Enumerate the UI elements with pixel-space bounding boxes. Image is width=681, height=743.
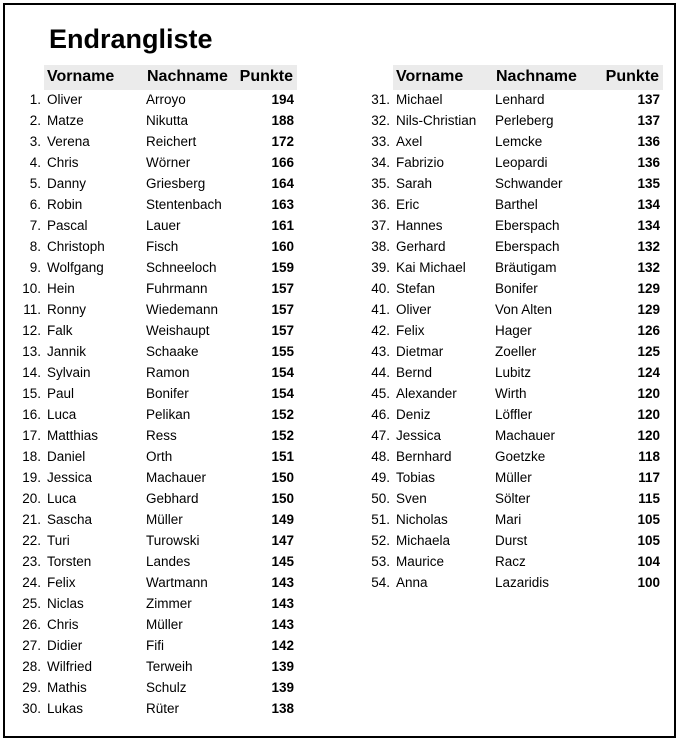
last-name-cell: Ramon (146, 365, 190, 380)
header-last-name: Nachname (496, 68, 577, 85)
table-header (44, 65, 297, 90)
rank-cell: 13. (22, 344, 41, 359)
points-cell: 125 (637, 344, 660, 359)
points-cell: 154 (271, 365, 294, 380)
rank-cell: 17. (22, 428, 41, 443)
points-cell: 124 (637, 365, 660, 380)
points-cell: 157 (271, 281, 294, 296)
rank-cell: 21. (22, 512, 41, 527)
first-name-cell: Niclas (47, 596, 84, 611)
rank-cell: 23. (22, 554, 41, 569)
rank-cell: 45. (371, 386, 390, 401)
points-cell: 142 (271, 638, 294, 653)
last-name-cell: Pelikan (146, 407, 191, 422)
points-cell: 143 (271, 596, 294, 611)
points-cell: 143 (271, 575, 294, 590)
last-name-cell: Bonifer (146, 386, 189, 401)
first-name-cell: Hein (47, 281, 75, 296)
rank-cell: 2. (29, 113, 41, 128)
rank-cell: 40. (371, 281, 390, 296)
last-name-cell: Bonifer (495, 281, 538, 296)
rank-cell: 37. (371, 218, 390, 233)
points-cell: 134 (637, 218, 660, 233)
points-cell: 126 (637, 323, 660, 338)
first-name-cell: Stefan (396, 281, 436, 296)
first-name-cell: Deniz (396, 407, 431, 422)
rank-cell: 25. (22, 596, 41, 611)
rank-cell: 8. (29, 239, 41, 254)
rank-cell: 20. (22, 491, 41, 506)
rank-cell: 11. (23, 302, 41, 317)
first-name-cell: Dietmar (396, 344, 444, 359)
points-cell: 138 (271, 701, 294, 716)
header-last-name: Nachname (147, 68, 228, 85)
last-name-cell: Goetzke (495, 449, 546, 464)
header-points: Punkte (605, 68, 659, 85)
rank-cell: 34. (371, 155, 390, 170)
rank-cell: 35. (371, 176, 390, 191)
last-name-cell: Lenhard (495, 92, 545, 107)
rank-cell: 19. (22, 470, 41, 485)
points-cell: 129 (637, 281, 660, 296)
points-cell: 136 (637, 134, 660, 149)
points-cell: 150 (271, 470, 294, 485)
points-cell: 132 (637, 239, 660, 254)
points-cell: 115 (638, 491, 660, 506)
first-name-cell: Eric (396, 197, 420, 212)
rank-cell: 9. (29, 260, 41, 275)
last-name-cell: Nikutta (146, 113, 189, 128)
rank-cell: 22. (22, 533, 41, 548)
first-name-cell: Mathis (47, 680, 87, 695)
last-name-cell: Orth (146, 449, 173, 464)
first-name-cell: Turi (47, 533, 70, 548)
first-name-cell: Pascal (47, 218, 88, 233)
points-cell: 143 (271, 617, 294, 632)
points-cell: 150 (271, 491, 294, 506)
first-name-cell: Hannes (396, 218, 443, 233)
first-name-cell: Oliver (396, 302, 432, 317)
first-name-cell: Axel (396, 134, 423, 149)
points-cell: 157 (271, 302, 294, 317)
first-name-cell: Tobias (396, 470, 436, 485)
first-name-cell: Nicholas (396, 512, 448, 527)
rank-cell: 18. (22, 449, 41, 464)
first-name-cell: Maurice (396, 554, 445, 569)
first-name-cell: Luca (47, 491, 77, 506)
last-name-cell: Barthel (495, 197, 538, 212)
last-name-cell: Sölter (495, 491, 531, 506)
rank-cell: 38. (371, 239, 390, 254)
points-cell: 137 (637, 92, 660, 107)
last-name-cell: Wirth (495, 386, 527, 401)
points-cell: 166 (271, 155, 294, 170)
rank-cell: 24. (22, 575, 41, 590)
last-name-cell: Griesberg (146, 176, 206, 191)
first-name-cell: Didier (47, 638, 83, 653)
points-cell: 120 (637, 407, 660, 422)
points-cell: 157 (271, 323, 294, 338)
rank-cell: 32. (371, 113, 390, 128)
rank-cell: 5. (29, 176, 41, 191)
last-name-cell: Landes (146, 554, 191, 569)
points-cell: 104 (637, 554, 660, 569)
first-name-cell: Felix (396, 323, 425, 338)
points-cell: 194 (271, 92, 294, 107)
table-header (393, 65, 663, 90)
last-name-cell: Gebhard (146, 491, 199, 506)
points-cell: 161 (271, 218, 294, 233)
last-name-cell: Müller (146, 617, 183, 632)
points-cell: 139 (271, 680, 294, 695)
last-name-cell: Turowski (146, 533, 200, 548)
first-name-cell: Alexander (396, 386, 457, 401)
first-name-cell: Wolfgang (47, 260, 104, 275)
first-name-cell: Matze (47, 113, 84, 128)
last-name-cell: Durst (495, 533, 528, 548)
points-cell: 117 (638, 470, 660, 485)
first-name-cell: Wilfried (47, 659, 93, 674)
points-cell: 152 (271, 407, 294, 422)
page-title: Endrangliste (49, 24, 213, 54)
last-name-cell: Eberspach (495, 239, 560, 254)
last-name-cell: Terweih (146, 659, 193, 674)
first-name-cell: Fabrizio (396, 155, 445, 170)
first-name-cell: Sylvain (47, 365, 91, 380)
first-name-cell: Felix (47, 575, 76, 590)
rank-cell: 43. (371, 344, 390, 359)
points-cell: 172 (271, 134, 294, 149)
rank-cell: 44. (371, 365, 390, 380)
last-name-cell: Schwander (495, 176, 563, 191)
first-name-cell: Sarah (396, 176, 433, 191)
first-name-cell: Robin (47, 197, 83, 212)
last-name-cell: Müller (146, 512, 183, 527)
first-name-cell: Jannik (47, 344, 87, 359)
first-name-cell: Gerhard (396, 239, 446, 254)
first-name-cell: Jessica (396, 428, 442, 443)
last-name-cell: Perleberg (495, 113, 554, 128)
rank-cell: 50. (371, 491, 390, 506)
points-cell: 147 (271, 533, 294, 548)
first-name-cell: Verena (47, 134, 90, 149)
rank-cell: 28. (22, 659, 41, 674)
first-name-cell: Danny (47, 176, 87, 191)
first-name-cell: Daniel (47, 449, 86, 464)
last-name-cell: Lauer (146, 218, 181, 233)
points-cell: 145 (271, 554, 294, 569)
last-name-cell: Schaake (146, 344, 199, 359)
points-cell: 159 (271, 260, 294, 275)
first-name-cell: Michael (396, 92, 443, 107)
points-cell: 129 (637, 302, 660, 317)
rank-cell: 6. (29, 197, 41, 212)
points-cell: 154 (271, 386, 294, 401)
last-name-cell: Zoeller (495, 344, 537, 359)
rank-cell: 7. (29, 218, 41, 233)
points-cell: 188 (271, 113, 294, 128)
rank-cell: 10. (22, 281, 41, 296)
last-name-cell: Eberspach (495, 218, 560, 233)
points-cell: 139 (271, 659, 294, 674)
first-name-cell: Nils-Christian (396, 113, 477, 128)
last-name-cell: Machauer (146, 470, 207, 485)
first-name-cell: Bernd (396, 365, 433, 380)
first-name-cell: Oliver (47, 92, 83, 107)
points-cell: 163 (271, 197, 294, 212)
rank-cell: 4. (29, 155, 41, 170)
last-name-cell: Löffler (495, 407, 533, 422)
rank-cell: 14. (22, 365, 41, 380)
last-name-cell: Hager (495, 323, 532, 338)
last-name-cell: Lubitz (495, 365, 532, 380)
last-name-cell: Bräutigam (495, 260, 557, 275)
points-cell: 135 (637, 176, 660, 191)
points-cell: 149 (271, 512, 294, 527)
first-name-cell: Matthias (47, 428, 99, 443)
last-name-cell: Schulz (146, 680, 187, 695)
first-name-cell: Chris (47, 155, 79, 170)
points-cell: 160 (271, 239, 294, 254)
rank-cell: 27. (22, 638, 41, 653)
last-name-cell: Racz (495, 554, 526, 569)
last-name-cell: Lazaridis (495, 575, 550, 590)
rank-cell: 39. (371, 260, 390, 275)
first-name-cell: Jessica (47, 470, 93, 485)
points-cell: 105 (637, 533, 660, 548)
rank-cell: 3. (29, 134, 41, 149)
points-cell: 118 (638, 449, 660, 464)
points-cell: 164 (271, 176, 294, 191)
points-cell: 155 (271, 344, 294, 359)
header-first-name: Vorname (47, 68, 115, 85)
first-name-cell: Christoph (47, 239, 105, 254)
header-points: Punkte (239, 68, 293, 85)
last-name-cell: Reichert (146, 134, 197, 149)
last-name-cell: Stentenbach (146, 197, 222, 212)
points-cell: 120 (637, 428, 660, 443)
rank-cell: 47. (371, 428, 390, 443)
rank-cell: 53. (371, 554, 390, 569)
rank-cell: 49. (371, 470, 390, 485)
last-name-cell: Müller (495, 470, 532, 485)
first-name-cell: Ronny (47, 302, 87, 317)
rank-cell: 52. (371, 533, 390, 548)
rank-cell: 30. (22, 701, 41, 716)
last-name-cell: Wartmann (146, 575, 208, 590)
last-name-cell: Fifi (146, 638, 164, 653)
last-name-cell: Von Alten (495, 302, 553, 317)
first-name-cell: Kai Michael (396, 260, 466, 275)
first-name-cell: Sven (396, 491, 427, 506)
last-name-cell: Weishaupt (146, 323, 210, 338)
rank-cell: 16. (22, 407, 41, 422)
first-name-cell: Lukas (47, 701, 84, 716)
points-cell: 137 (637, 113, 660, 128)
first-name-cell: Bernhard (396, 449, 452, 464)
first-name-cell: Falk (47, 323, 73, 338)
rank-cell: 46. (371, 407, 390, 422)
last-name-cell: Ress (146, 428, 177, 443)
rank-cell: 1. (29, 92, 41, 107)
points-cell: 136 (637, 155, 660, 170)
last-name-cell: Schneeloch (146, 260, 217, 275)
first-name-cell: Torsten (47, 554, 92, 569)
rank-cell: 42. (371, 323, 390, 338)
points-cell: 132 (637, 260, 660, 275)
first-name-cell: Chris (47, 617, 79, 632)
rank-cell: 29. (22, 680, 41, 695)
first-name-cell: Anna (396, 575, 428, 590)
last-name-cell: Wörner (146, 155, 191, 170)
last-name-cell: Arroyo (146, 92, 186, 107)
rank-cell: 54. (371, 575, 390, 590)
points-cell: 152 (271, 428, 294, 443)
points-cell: 151 (271, 449, 294, 464)
header-first-name: Vorname (396, 68, 464, 85)
points-cell: 105 (637, 512, 660, 527)
rank-cell: 12. (22, 323, 41, 338)
rank-cell: 15. (22, 386, 41, 401)
points-cell: 100 (637, 575, 660, 590)
last-name-cell: Rüter (146, 701, 180, 716)
last-name-cell: Wiedemann (146, 302, 219, 317)
points-cell: 120 (637, 386, 660, 401)
last-name-cell: Mari (495, 512, 522, 527)
rank-cell: 51. (371, 512, 390, 527)
last-name-cell: Leopardi (495, 155, 548, 170)
rank-cell: 48. (371, 449, 390, 464)
first-name-cell: Paul (47, 386, 75, 401)
last-name-cell: Lemcke (495, 134, 543, 149)
rank-cell: 36. (371, 197, 390, 212)
rank-cell: 41. (371, 302, 390, 317)
last-name-cell: Fuhrmann (146, 281, 208, 296)
rank-cell: 33. (371, 134, 390, 149)
document-frame (3, 3, 676, 738)
rank-cell: 31. (371, 92, 390, 107)
last-name-cell: Zimmer (146, 596, 192, 611)
points-cell: 134 (637, 197, 660, 212)
first-name-cell: Luca (47, 407, 77, 422)
rank-cell: 26. (22, 617, 41, 632)
last-name-cell: Fisch (146, 239, 179, 254)
last-name-cell: Machauer (495, 428, 556, 443)
first-name-cell: Sascha (47, 512, 93, 527)
first-name-cell: Michaela (396, 533, 451, 548)
